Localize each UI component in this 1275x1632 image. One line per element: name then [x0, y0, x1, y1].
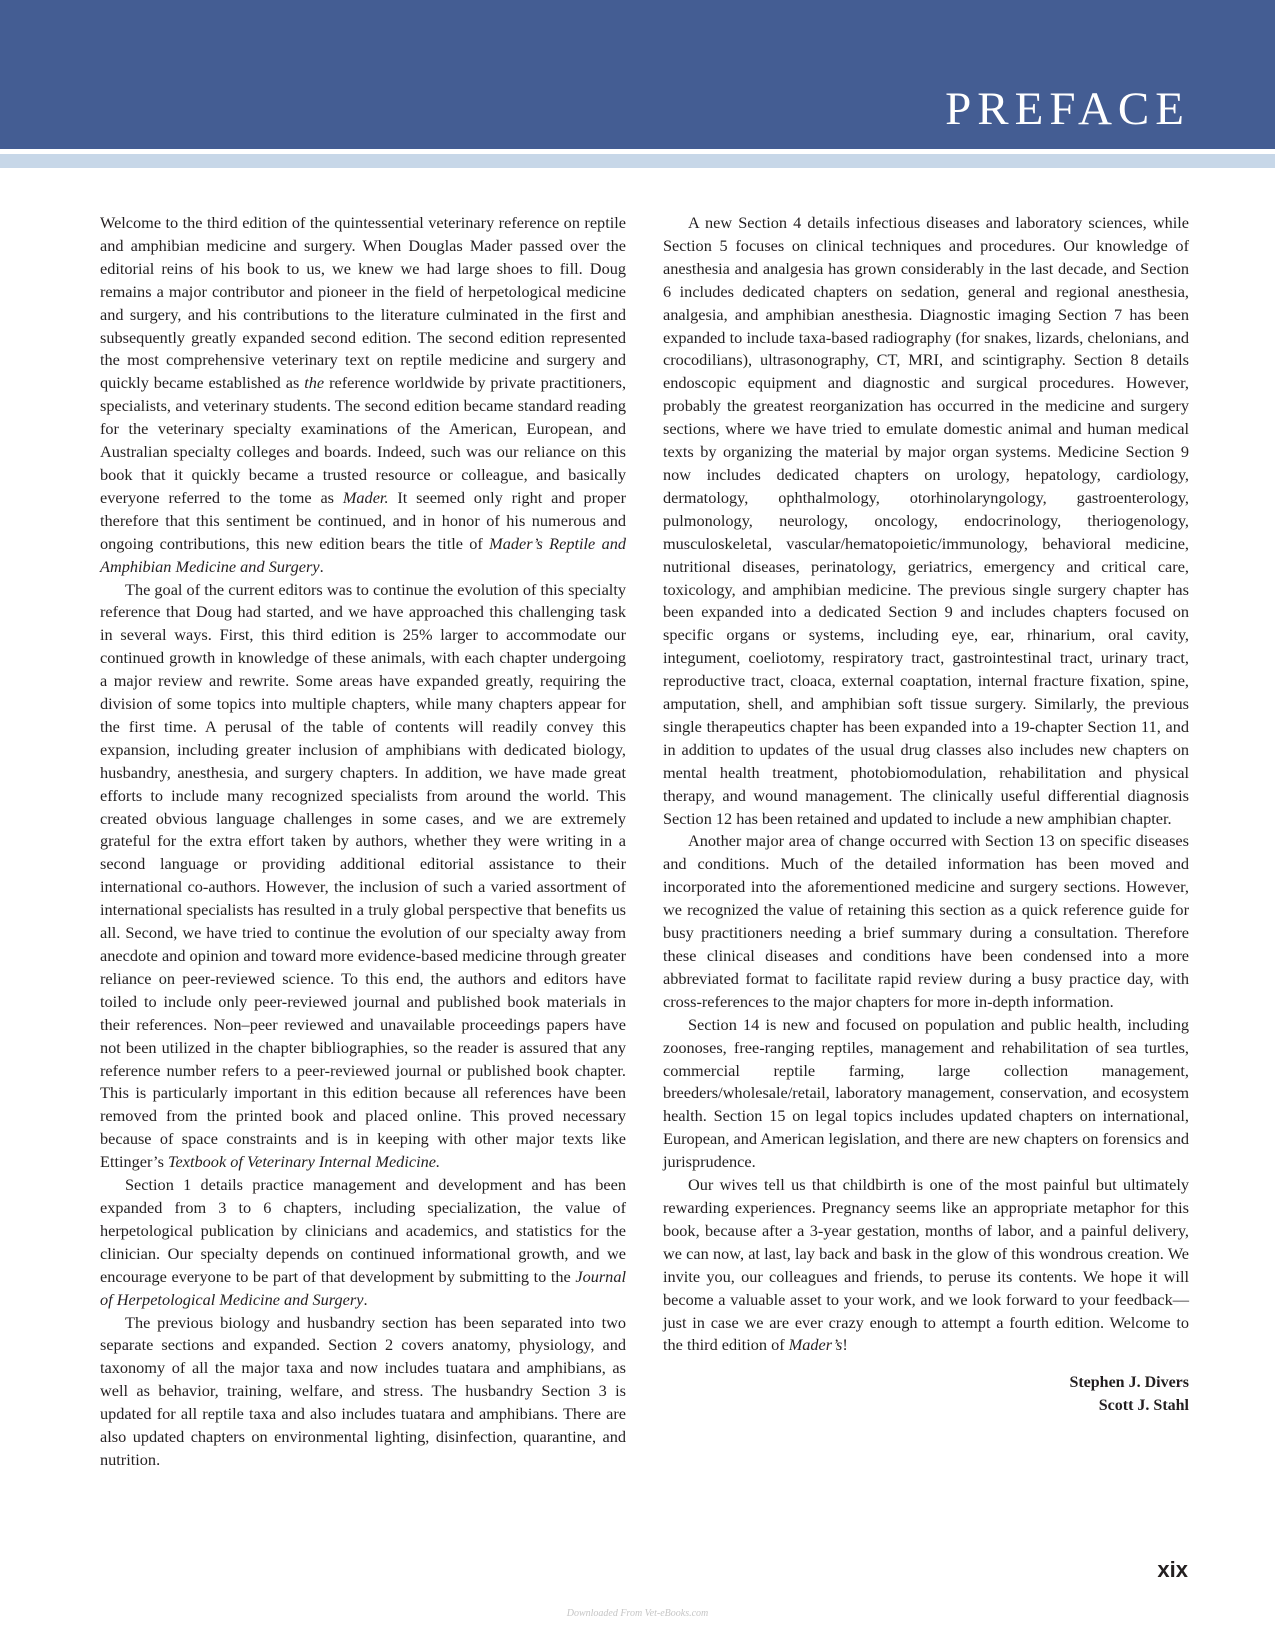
- text-run: Another major area of change occurred with Section 13 on specific diseases and conditions. Much of the detailed information has been moved and incorporated into the aforementioned medicine and surgery sections. However, we recognized the value of retaining this section as a quick reference guide for busy practitioners needing a brief summary during a consultation. Therefore these clinical diseases and conditions have been condensed into a more abbreviated format to facilitate rapid review during a busy practice day, with cross-references to the major chapters for more in-depth information.: [663, 831, 1189, 1011]
- watermark-text: Downloaded From Vet-eBooks.com: [566, 1608, 709, 1619]
- signature-author-1: Stephen J. Divers: [1069, 1374, 1189, 1392]
- text-run: Our wives tell us that childbirth is one of the most painful but ultimately rewarding experiences. Pregnancy seems like an appropriate metaphor for this book, because after a 3-year gestation, months of labor, and a painful delivery, we can now, at last, lay back and bask in the glow of this wondrous creation. We invite you, our colleagues and friends, to peruse its contents. We hope it will become a valuable asset to your work, and we look forward to your feedback—just in case we are ever crazy enough to attempt a fourth edition. Welcome to the third edition of: [663, 1175, 1189, 1355]
- text-run: !: [842, 1335, 848, 1355]
- paragraph: [663, 830, 1189, 1013]
- text-run: Section 1 details practice management and development and has been expanded from 3 to 6 chapters, including specialization, the value of herpetological publication by clinicians and academics, and statistics for the clinician. Our specialty depends on continued informational growth, and we encourage everyone to be part of that development by submitting to the: [100, 1175, 626, 1286]
- right-column: [663, 212, 1189, 1417]
- italic-text: Mader.: [342, 487, 389, 507]
- signature-author-2: Scott J. Stahl: [1098, 1397, 1189, 1415]
- paragraph: [663, 1174, 1189, 1357]
- page-title: PREFACE: [945, 83, 1190, 135]
- text-run: Welcome to the third edition of the quintessential veterinary reference on reptile and amphibian medicine and surgery. When Douglas Mader passed over the editorial reins of his book to us, we knew we had large shoes to fill. Doug remains a major contributor and pioneer in the field of herpetological medicine and surgery, and his contributions to the literature culminated in the first and subsequently greatly expanded second edition. The second edition represented the most comprehensive veterinary text on reptile medicine and surgery and quickly became established as: [100, 213, 626, 393]
- italic-text: Mader’s Reptile and Amphibian Medicine and Surgery: [100, 533, 626, 576]
- paragraph: [100, 1174, 626, 1311]
- header-stripe: [0, 154, 1275, 168]
- italic-text: Textbook of Veterinary Internal Medicine.: [167, 1152, 441, 1172]
- text-run: reference worldwide by private practitioners, specialists, and veterinary students. The second edition became standard reading for the veterinary specialty examinations of the American, European, and Australian specialty colleges and boards. Indeed, such was our reliance on this book that it quickly became a trusted resource or colleague, and basically everyone referred to the tome as: [100, 373, 627, 507]
- italic-text: Journal of Herpetological Medicine and Surgery: [100, 1266, 626, 1309]
- text-run: It seemed only right and proper therefore that this sentiment be continued, and in honor of his numerous and ongoing contributions, this new edition bears the title of: [100, 487, 626, 553]
- text-run: A new Section 4 details infectious diseases and laboratory sciences, while Section 5 focuses on clinical techniques and procedures. Our knowledge of anesthesia and analgesia has grown considerably in the last decade, and Section 6 includes dedicated chapters on sedation, general and regional anesthesia, analgesia, and amphibian anesthesia. Diagnostic imaging Section 7 has been expanded to include taxa-based radiography (for snakes, lizards, chelonians, and crocodilians), ultrasonography, CT, MRI, and scintigraphy. Section 8 details endoscopic equipment and diagnostic and surgical procedures. However, probably the greatest reorganization has occurred in the medicine and surgery sections, where we have tried to emulate domestic animal and human medical texts by organizing the material by major organ systems. Medicine Section 9 now includes dedicated chapters on urology, hepatology, cardiology, dermatology, ophthalmology, otorhinolaryngology, gastroenterology, pulmonology, neurology, oncology, endocrinology, theriogenology, musculoskeletal, vascular/hematopoietic/immunology, behavioral medicine, nutritional diseases, perinatology, geriatrics, emergency and critical care, toxicology, and amphibian medicine. The previous single surgery chapter has been expanded into a dedicated Section 9 and includes chapters focused on specific organs or systems, including eye, ear, rhinarium, oral cavity, integument, coeliotomy, respiratory tract, gastrointestinal tract, urinary tract, reproductive tract, cloaca, external coaptation, internal fracture fixation, spine, amputation, shell, and amphibian soft tissue surgery. Similarly, the previous single therapeutics chapter has been expanded into a 19-chapter Section 11, and in addition to updates of the usual drug classes also includes new chapters on mental health treatment, photobiomodulation, rehabilitation and physical therapy, and wound management. The clinically useful differential diagnosis Section 12 has been retained and updated to include a new amphibian chapter.: [663, 213, 1189, 828]
- paragraph: [663, 1014, 1189, 1174]
- page-number: xix: [1157, 1557, 1188, 1582]
- paragraph: [100, 212, 626, 579]
- signature-block: [663, 1371, 1189, 1417]
- italic-text: Mader’s: [788, 1335, 843, 1355]
- text-run: The goal of the current editors was to continue the evolution of this specialty reference that Doug had started, and we have approached this challenging task in several ways. First, this third edition is 25% larger to accommodate our continued growth in knowledge of these animals, with each chapter undergoing a major review and rewrite. Some areas have expanded greatly, requiring the division of some topics into multiple chapters, while many chapters appear for the first time. A perusal of the table of contents will readily convey this expansion, including greater inclusion of amphibians with dedicated biology, husbandry, anesthesia, and surgery chapters. In addition, we have made great efforts to include many recognized specialists from around the world. This created obvious language challenges in some cases, and we are extremely grateful for the extra effort taken by authors, whether they were writing in a second language or providing additional editorial assistance to their international co-authors. However, the inclusion of such a varied assortment of international specialists has resulted in a truly global perspective that benefits us all. Second, we have tried to continue the evolution of our specialty away from anecdote and opinion and toward more evidence-based medicine through greater reliance on peer-reviewed science. To this end, the authors and editors have toiled to include only peer-reviewed journal and published book materials in their references. Non–peer reviewed and unavailable proceedings papers have not been utilized in the chapter bibliographies, so the reader is assured that any reference number refers to a peer-reviewed journal or published book chapter. This is particularly important in this edition because all references have been removed from the printed book and placed online. This proved necessary because of space constraints and is in keeping with other major texts like Ettinger’s: [100, 579, 626, 1172]
- italic-text: the: [304, 373, 325, 393]
- paragraph: [100, 1312, 626, 1472]
- text-run: .: [319, 556, 324, 576]
- paragraph: [663, 212, 1189, 830]
- header-banner: [0, 0, 1275, 149]
- left-column: [100, 212, 626, 1472]
- paragraph: [100, 579, 626, 1175]
- text-run: The previous biology and husbandry section has been separated into two separate sections and expanded. Section 2 covers anatomy, physiology, and taxonomy of all the major taxa and now includes tuatara and amphibians, as well as behavior, training, welfare, and stress. The husbandry Section 3 is updated for all reptile taxa and also includes tuatara and amphibians. There are also updated chapters on environmental lighting, disinfection, quarantine, and nutrition.: [100, 1312, 626, 1469]
- text-run: Section 14 is new and focused on population and public health, including zoonoses, free-ranging reptiles, management and rehabilitation of sea turtles, commercial reptile farming, large collection management, breeders/wholesale/retail, laboratory management, conservation, and ecosystem health. Section 15 on legal topics includes updated chapters on international, European, and American legislation, and there are new chapters on forensics and jurisprudence.: [663, 1014, 1189, 1172]
- text-run: .: [363, 1289, 368, 1309]
